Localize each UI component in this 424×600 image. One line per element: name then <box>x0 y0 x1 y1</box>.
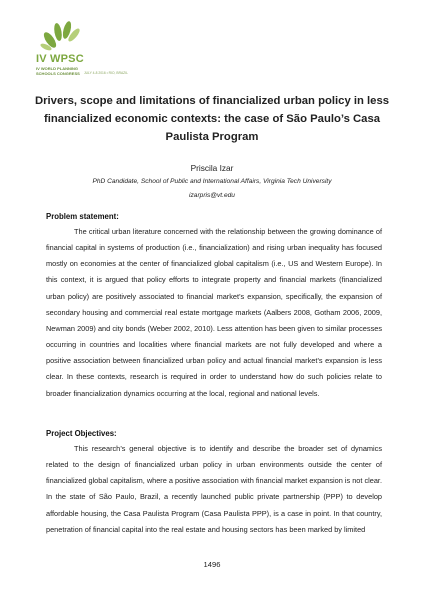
section-heading-problem: Problem statement: <box>46 212 119 221</box>
logo-title: IV WPSC <box>36 53 84 65</box>
conference-logo <box>36 18 166 80</box>
section-heading-objectives: Project Objectives: <box>46 429 117 438</box>
logo-subtitle: IV WORLD PLANNING SCHOOLS CONGRESS <box>36 66 80 76</box>
author-name: Priscila Izar <box>190 163 234 173</box>
leaf-logo-icon <box>36 18 96 54</box>
author-email: izarpris@vt.edu <box>189 192 235 199</box>
section-paragraph-problem: The critical urban literature concerned with the relationship between the growing dominance of financial capital in systems of production (i.e., financialization) and rising urban inequality has focused mostly on economies at the center of financialized global capitalism (i.e., US and Western Europe). In this context, it is argued that policy efforts to integrate property and financial markets (financialized urban policy) are positively associated to financial market’s expansion, specifically, the expansion of secondary housing and commercial real estate mortgage markets (Aalbers 2008, Gotham 2006, 2009, Newman 2009) and city bonds (Weber 2002, 2010). Less attention has been given to similar processes occurring in countries and localities where financial markets are not fully developed and where a positive association between financialized urban policy and actual financial market’s expansion is less clear. In these contexts, research is required in order to understand how do such policies relate to broader financialization dynamics occurring at the local, regional and national levels. <box>46 227 382 398</box>
section-paragraph-objectives: This research’s general objective is to identify and describe the broader set of dynamics related to the design of financialized urban policy in urban environments outside the center of financialized global capitalism, where a positive association with financial market expansion is not clear. In the state of São Paulo, Brazil, a recently launched public private partnership (PPP) to develop affordable housing, the Casa Paulista Program (Casa Paulista PPP), is a case in point. In that country, penetration of financial capital into the real estate and housing sectors has been marked by limited <box>46 444 382 534</box>
paper-title: Drivers, scope and limitations of financialized urban policy in less financialized economic contexts: the case of São Paulo’s Casa Paulista Program <box>34 95 390 143</box>
page-number: 1496 <box>203 560 221 569</box>
logo-side-text: JULY 4-8 2016 • RIO, BRAZIL <box>84 71 128 75</box>
author-affiliation: PhD Candidate, School of Public and International Affairs, Virginia Tech University <box>92 178 332 185</box>
